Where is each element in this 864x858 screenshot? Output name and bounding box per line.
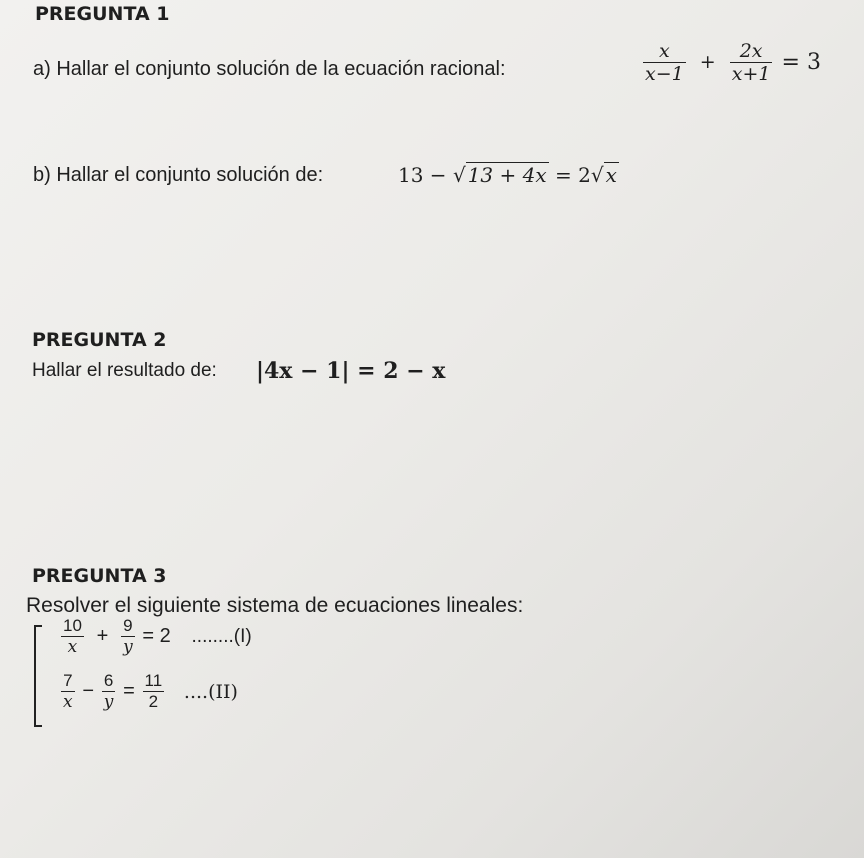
denominator: y bbox=[103, 692, 114, 712]
equation-lhs: 13 − bbox=[398, 163, 447, 187]
fraction bbox=[143, 671, 165, 712]
denominator: y bbox=[123, 637, 133, 657]
numerator: 7 bbox=[61, 671, 75, 692]
plus-sign: + bbox=[96, 625, 109, 647]
denominator: x−1 bbox=[645, 63, 684, 85]
numerator: 2x bbox=[730, 40, 773, 63]
question-3-title: PREGUNTA 3 bbox=[32, 565, 167, 587]
question-1a-equation bbox=[640, 40, 821, 85]
fraction bbox=[121, 616, 135, 657]
question-2-statement: Hallar el resultado de: bbox=[32, 360, 217, 381]
question-3-statement: Resolver el siguiente sistema de ecuaciones lineales: bbox=[26, 594, 524, 617]
numerator: 9 bbox=[121, 616, 135, 637]
equation-rhs: = 2 bbox=[142, 625, 171, 647]
radicand: 13 + 4x bbox=[467, 163, 547, 187]
minus-sign: − bbox=[82, 680, 95, 702]
numerator: x bbox=[643, 40, 686, 63]
square-root: √ 13 + 4x bbox=[452, 163, 547, 187]
equation-rhs: = 3 bbox=[781, 50, 821, 75]
question-1b-statement: b) Hallar el conjunto solución de: bbox=[33, 164, 324, 186]
equation-tag: ........(I) bbox=[191, 625, 252, 647]
numerator: 10 bbox=[63, 616, 82, 635]
radicand: x bbox=[605, 163, 617, 187]
denominator: x bbox=[63, 692, 73, 712]
denominator: 2 bbox=[148, 692, 159, 711]
question-2-title: PREGUNTA 2 bbox=[32, 329, 167, 351]
fraction-1 bbox=[643, 40, 686, 85]
fraction bbox=[61, 671, 75, 712]
question-1b-equation bbox=[398, 163, 619, 187]
system-brace bbox=[34, 625, 42, 727]
question-1a-statement: a) Hallar el conjunto solución de la ecuación racional: bbox=[33, 58, 506, 80]
numerator: 11 bbox=[144, 671, 163, 690]
question-1-title: PREGUNTA 1 bbox=[35, 3, 170, 25]
fraction-2 bbox=[730, 40, 773, 85]
denominator: x bbox=[67, 637, 78, 657]
plus-sign: + bbox=[699, 50, 716, 73]
equation-tag: ....(II) bbox=[183, 680, 238, 703]
equals-sign: = bbox=[123, 680, 135, 702]
fraction bbox=[61, 616, 84, 657]
system-equation-2 bbox=[58, 671, 238, 712]
denominator: x+1 bbox=[731, 63, 771, 85]
square-root: √ x bbox=[590, 163, 617, 187]
system-equation-1 bbox=[58, 616, 252, 657]
fraction bbox=[102, 671, 116, 712]
numerator: 6 bbox=[102, 671, 116, 692]
equation-rhs: = 2 bbox=[554, 163, 591, 187]
question-2-equation: |4x − 1| = 2 − x bbox=[256, 358, 446, 384]
